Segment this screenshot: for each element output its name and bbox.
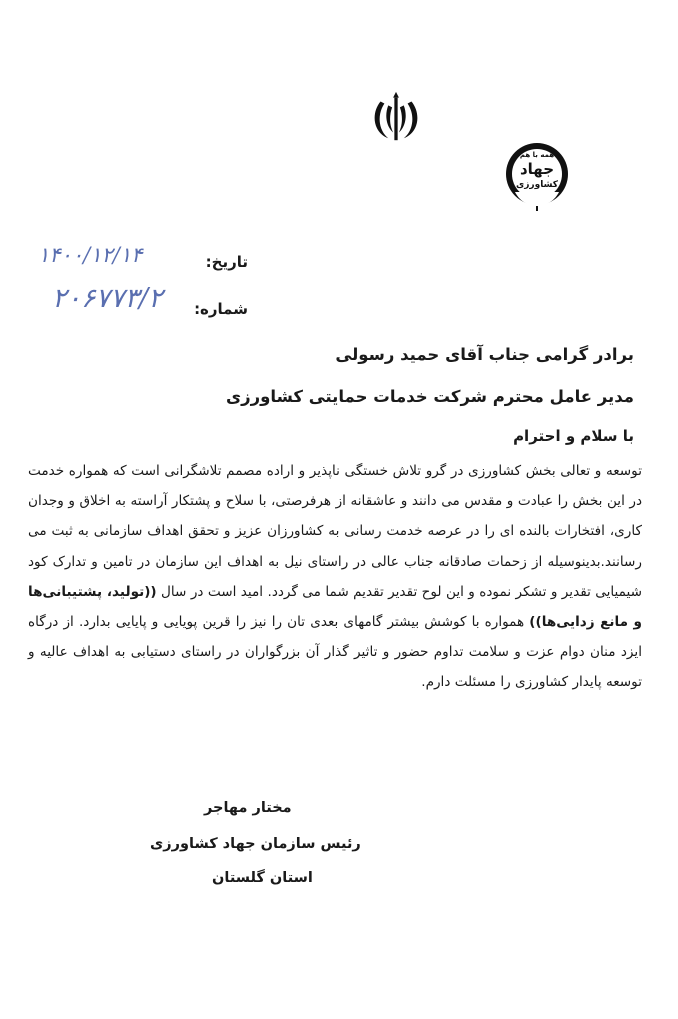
letter-body <box>28 456 642 698</box>
signature-name: مختار مهاجر <box>204 800 292 816</box>
body-part-2: همواره با کوشش بیشتر گامهای بعدی تان را نیز را قرین پویایی و پایایی بدارد. از درگاه ایزد منان دوام عزت و سلامت تداوم حضور و تاثیر گذار آن بزرگواران در راستای دستیابی به اهداف عالیه و توسعه پایدار کشاورزی را مسئلت دارم. <box>28 614 642 691</box>
date-label: تاریخ: <box>205 253 248 271</box>
jahad-keshavarzi-logo <box>497 140 575 212</box>
iran-emblem-icon <box>367 88 425 146</box>
number-label: شماره: <box>194 300 248 318</box>
signature-title: رئیس سازمان جهاد کشاورزی <box>150 836 361 852</box>
body-part-1: توسعه و تعالی بخش کشاورزی در گرو تلاش خستگی ناپذیر و اراده مصمم تلاشگرانی است که همواره خدمت در این بخش را عبادت و مقدس می دانند و عاشقانه از هرفرصتی، با سلاح و پشتکار آراسته به اخلاق و وجدان کاری، افتخارات بالنده ای را در عرصه خدمت رسانی به کشاورزان عزیز و تحقق اهداف سازمانی به ثبت می رسانند.بدینوسیله از زحمات صادقانه جناب عالی در راستای نیل به اهداف این سازمان در تامین و تدارک کود شیمیایی تقدیر و تشکر نموده و این لوح تقدیر تقدیم شما می گردد. امید است در سال <box>28 463 642 600</box>
logo-text-bottom: کشاورزی <box>516 180 558 190</box>
greeting: با سلام و احترام <box>513 427 634 445</box>
year-slogan: ((تولید، پشتیبانی‌ها و مانع زدایی‌ها)) <box>28 583 643 631</box>
recipient-line-2: مدیر عامل محترم شرکت خدمات حمایتی کشاورزی <box>226 387 634 406</box>
date-value: ۱۴۰۰/۱۲/۱۴ <box>38 243 143 267</box>
signature-province: استان گلستان <box>212 870 313 886</box>
logo-text-top: همه با هم <box>519 151 555 159</box>
recipient-line-1: برادر گرامی جناب آقای حمید رسولی <box>335 345 634 364</box>
logo-text-main: جهاد <box>519 160 555 178</box>
number-value: ۲۰۶۷۷۳/۲ <box>52 283 163 314</box>
